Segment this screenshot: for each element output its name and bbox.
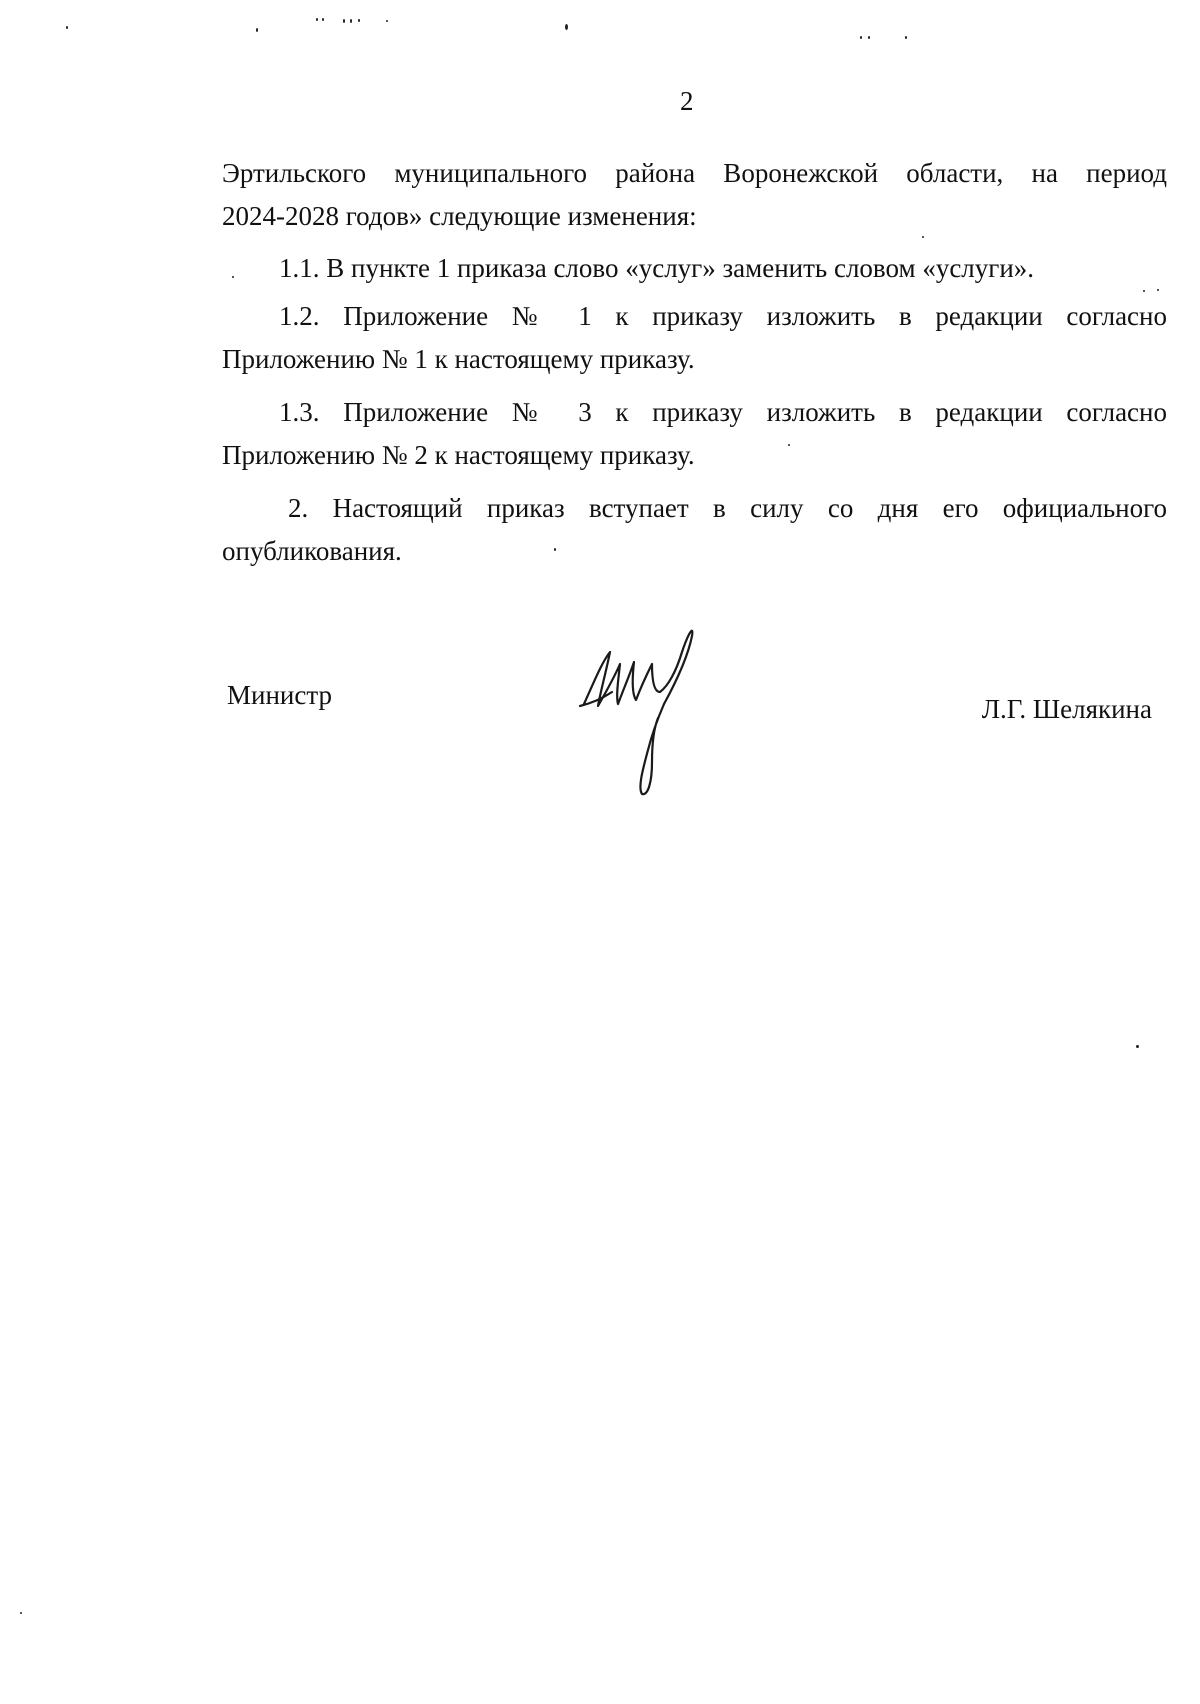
item-1-2-paragraph xyxy=(222,295,1167,381)
scan-speck xyxy=(905,36,907,39)
signer-title: Министр xyxy=(227,680,332,710)
item-1-3-line-1: 1.3. Приложение № 3 к приказу изложить в редакции согласно xyxy=(279,397,1167,427)
scan-speck xyxy=(386,20,388,22)
scan-speck xyxy=(1136,1045,1139,1048)
scan-speck xyxy=(20,1612,22,1614)
item-1-3-paragraph xyxy=(222,391,1167,477)
signer-name: Л.Г. Шелякина xyxy=(981,694,1152,724)
scan-speck xyxy=(256,28,258,32)
scan-speck xyxy=(66,26,68,29)
item-2-line-2: опубликования. xyxy=(222,536,402,566)
intro-line-2: 2024-2028 годов» следующие изменения: xyxy=(222,201,697,231)
scan-speck xyxy=(565,24,568,30)
scan-speck xyxy=(343,19,345,23)
signature-block xyxy=(222,680,1152,800)
scan-speck xyxy=(350,19,352,23)
intro-line-1: Эртильского муниципального района Воронежской области, на период xyxy=(222,158,1167,188)
scan-speck xyxy=(358,19,360,22)
scan-speck xyxy=(322,18,324,21)
item-1-3-line-2: Приложению № 2 к настоящему приказу. xyxy=(222,440,695,470)
handwritten-signature xyxy=(572,622,712,802)
item-1-1-line: 1.1. В пункте 1 приказа слово «услуг» заменить словом «услуги». xyxy=(279,253,1035,283)
item-1-2-line-2: Приложению № 1 к настоящему приказу. xyxy=(222,344,695,374)
item-2-paragraph xyxy=(222,487,1167,573)
item-2-line-1: 2. Настоящий приказ вступает в силу со дня его официального xyxy=(288,493,1167,523)
scan-speck xyxy=(316,18,318,21)
scan-speck xyxy=(868,36,870,39)
item-1-1-paragraph xyxy=(222,247,1167,290)
scan-speck xyxy=(1143,290,1145,292)
page-number: 2 xyxy=(680,86,694,116)
item-1-2-line-1: 1.2. Приложение № 1 к приказу изложить в редакции согласно xyxy=(279,301,1167,331)
intro-paragraph xyxy=(222,152,1167,238)
scan-speck xyxy=(860,36,862,39)
